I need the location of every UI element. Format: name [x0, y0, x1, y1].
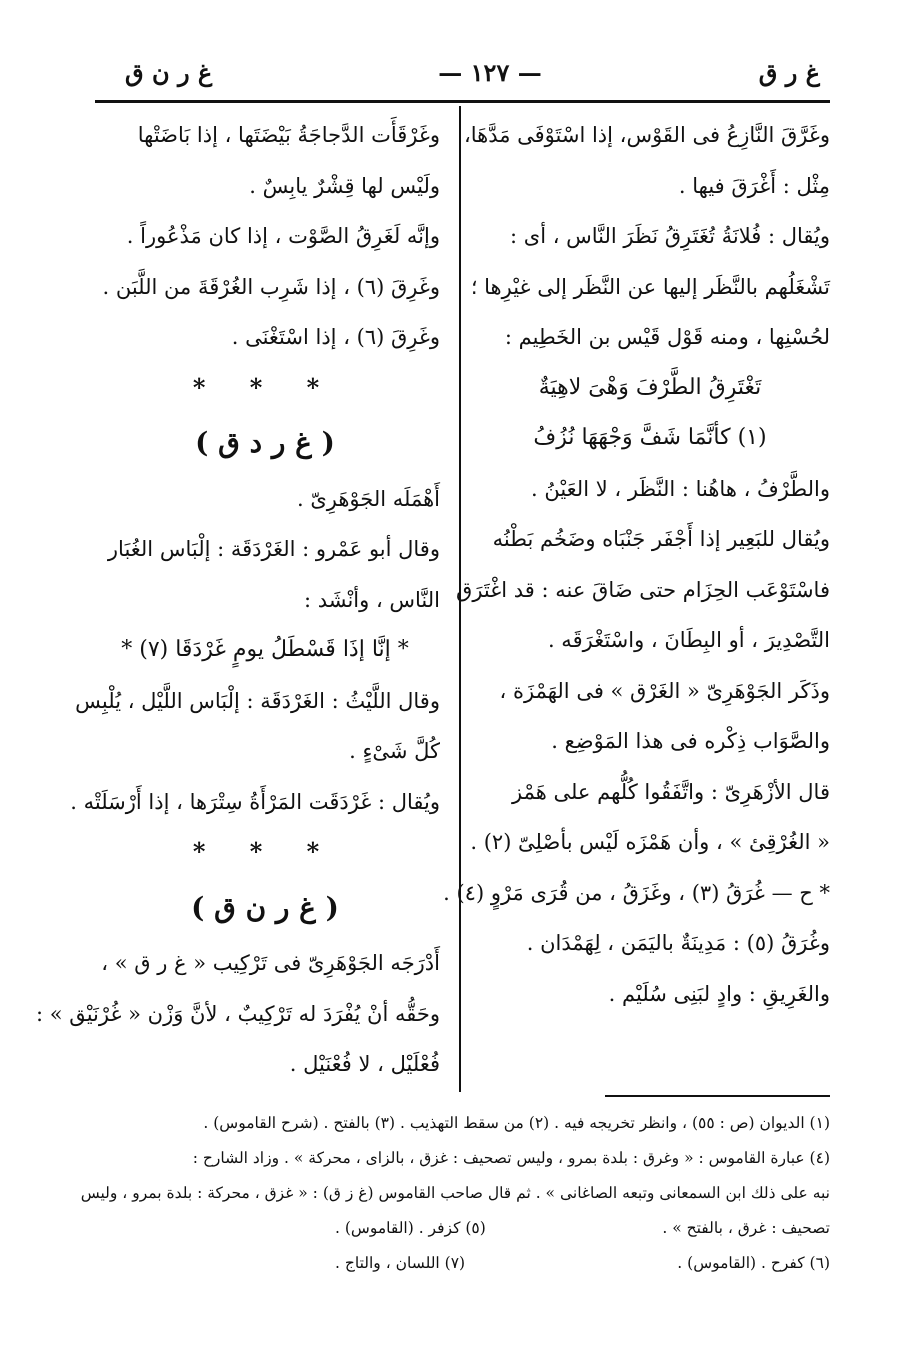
page-number: — ١٢٧ —: [438, 58, 542, 87]
text-line: وغَرِقَ (٦) ، إذا اسْتَغْنَى .: [231, 325, 440, 349]
left-column: [35, 120, 440, 1100]
text-line: وغَرِقَ (٦) ، إذا شَرِب الغُرْقَةَ من اللَّبَن .: [102, 274, 440, 299]
text-line: قال الأزْهَرِىّ : واتَّفَقُوا كُلُّهم على هَمْز: [511, 779, 830, 804]
text-line: فاسْتَوْعَب الحِزَام حتى ضَاقَ عنه : قد اغْتَرَق: [456, 577, 830, 602]
footnote-rule: [605, 1095, 830, 1097]
text-line: وذَكَر الجَوْهَرِىّ « الغَرْق » فى الهَمْزَة ،: [499, 678, 830, 703]
text-line: أَهْمَلَه الجَوْهَرِىّ .: [296, 486, 440, 511]
text-line: والغَرِيقِ : وادٍ لبَنِى سُلَيْم .: [608, 981, 830, 1006]
text-line: لحُسْنِها ، ومنه قَوْل قَيْس بن الخَطِيم :: [504, 325, 830, 349]
footnote-line: [95, 1252, 830, 1274]
text-line: ويُقال للبَعِير إذا أَجْفَر جَنْبَاه وضَخُم بَطْنُه: [492, 527, 830, 551]
verse-line: * إنَّا إذَا قَسْطَلُ يومٍ غَرْدَقَا (٧) *: [121, 637, 409, 662]
footnote-text: (٦) كفرح . (القاموس) .: [677, 1254, 830, 1272]
footnote-line: (١) الديوان (ص : ٥٥) ، وانظر تخريجه فيه . (٢) من سقط التهذيب . (٣) بالفتح . (شرح القاموس) .: [203, 1114, 830, 1132]
footnote-text: تصحيف : غرق ، بالفتح » .: [662, 1219, 830, 1237]
text-line: وغَرْقَأَت الدَّجاجَةُ بَيْضَتَها ، إذا بَاضَتْها: [137, 123, 440, 147]
text-line: فُعْلَيْل ، لا فُعْنَيْل .: [289, 1052, 440, 1076]
footnotes: [80, 1112, 830, 1287]
text-line: وقال اللَّيْثُ : الغَرْدَقَة : إلْبَاس اللَّيْل ، يُلْبِس: [75, 688, 440, 713]
text-line: كُلَّ شَىْءٍ .: [349, 739, 440, 763]
text-line: وإنَّه لَغَرِقُ الصَّوْت ، إذا كان مَذْعُوراً .: [126, 224, 440, 248]
text-line: أَدْرَجَه الجَوْهَرِىّ فى تَرْكِيب « غ ر ق » ،: [101, 951, 440, 975]
page-header: [95, 58, 830, 98]
entry-heading: ( غ ر ن ق ): [191, 890, 339, 924]
text-line: « الغُرْقِئ » ، وأن هَمْزَه لَيْس بأصْلِىّ (٢) .: [470, 830, 830, 854]
text-line: ولَيْس لها قِشْرٌ يابِسٌ .: [249, 173, 440, 198]
text-line: * ح — غُرَقُ (٣) ، وغَزَقُ ، من قُرَى مَرْوٍ (٤) .: [443, 880, 830, 905]
verse-line: (١) كأنَّمَا شَفَّ وَجْهَهَا نُزُفُ: [533, 425, 767, 450]
footnote-text: (٧) اللسان ، والتاج .: [335, 1254, 466, 1272]
footnote-line: (٤) عبارة القاموس : « وغرق : بلدة بمرو ، وليس تصحيف : غزق ، بالزاى ، محركة » . وزاد الشارح :: [192, 1149, 830, 1167]
text-line: وحَقُّه أنْ يُفْرَدَ له تَرْكِيبٌ ، لأنَّ وَزْن « غُرْنَيْق » :: [35, 1001, 440, 1026]
footnote-line: نبه على ذلك ابن السمعانى وتبعه الصاغانى » . ثم قال صاحب القاموس (غ ز ق) : « غزق ، محركة : بلدة بمرو ، وليس: [80, 1184, 830, 1202]
text-line: ويُقال : غَرْدَقَت المَرْأَةُ سِتْرَها ، إذا أَرْسَلَتْه .: [70, 789, 440, 814]
text-line: تَشْغَلُهم بالنَّظَر إليها عن النَّظَر إلى غيْرِها ؛: [470, 274, 830, 299]
text-line: وقال أبو عَمْرو : الغَرْدَقَة : إلْبَاس الغُبَار: [107, 537, 440, 561]
right-column: [443, 120, 830, 1029]
text-line: وغَرَّقَ النَّازِعُ فى القَوْس، إذا اسْتَوْفَى مَدَّهَا،: [463, 123, 830, 147]
header-rule: [95, 100, 830, 103]
text-line: مِثْل : أَغْرَقَ فيها .: [678, 173, 830, 198]
text-line: والصَّوَاب ذِكْره فى هذا المَوْضِع .: [551, 729, 830, 753]
text-line: والطَّرْفُ ، هاهُنا : النَّظَر ، لا العَيْنُ .: [531, 476, 830, 501]
entry-heading: ( غ ر د ق ): [195, 426, 335, 459]
header-root-right: غ ر ق: [758, 58, 820, 87]
section-separator: * * *: [192, 372, 338, 402]
text-line: التَّصْدِيرَ ، أو البِطَانَ ، واسْتَغْرَقَه .: [547, 628, 830, 652]
section-separator: * * *: [192, 837, 338, 866]
header-root-left: غ ر ن ق: [125, 58, 213, 87]
text-line: النَّاس ، وأنْشَد :: [303, 587, 440, 612]
verse-line: تَغْتَرِقُ الطَّرْفَ وَهْىَ لاهِيَةٌ: [538, 374, 762, 400]
text-line: ويُقال : فُلانَةُ تُغَتَرِقُ نَظَرَ النَّاس ، أى :: [510, 224, 830, 248]
text-line: وغُرَقُ (٥) : مَدِينَةٌ باليَمَن ، لِهَمْدَان .: [526, 931, 830, 955]
footnote-line: [95, 1217, 830, 1239]
footnote-text: (٥) كزفر . (القاموس) .: [335, 1219, 486, 1237]
